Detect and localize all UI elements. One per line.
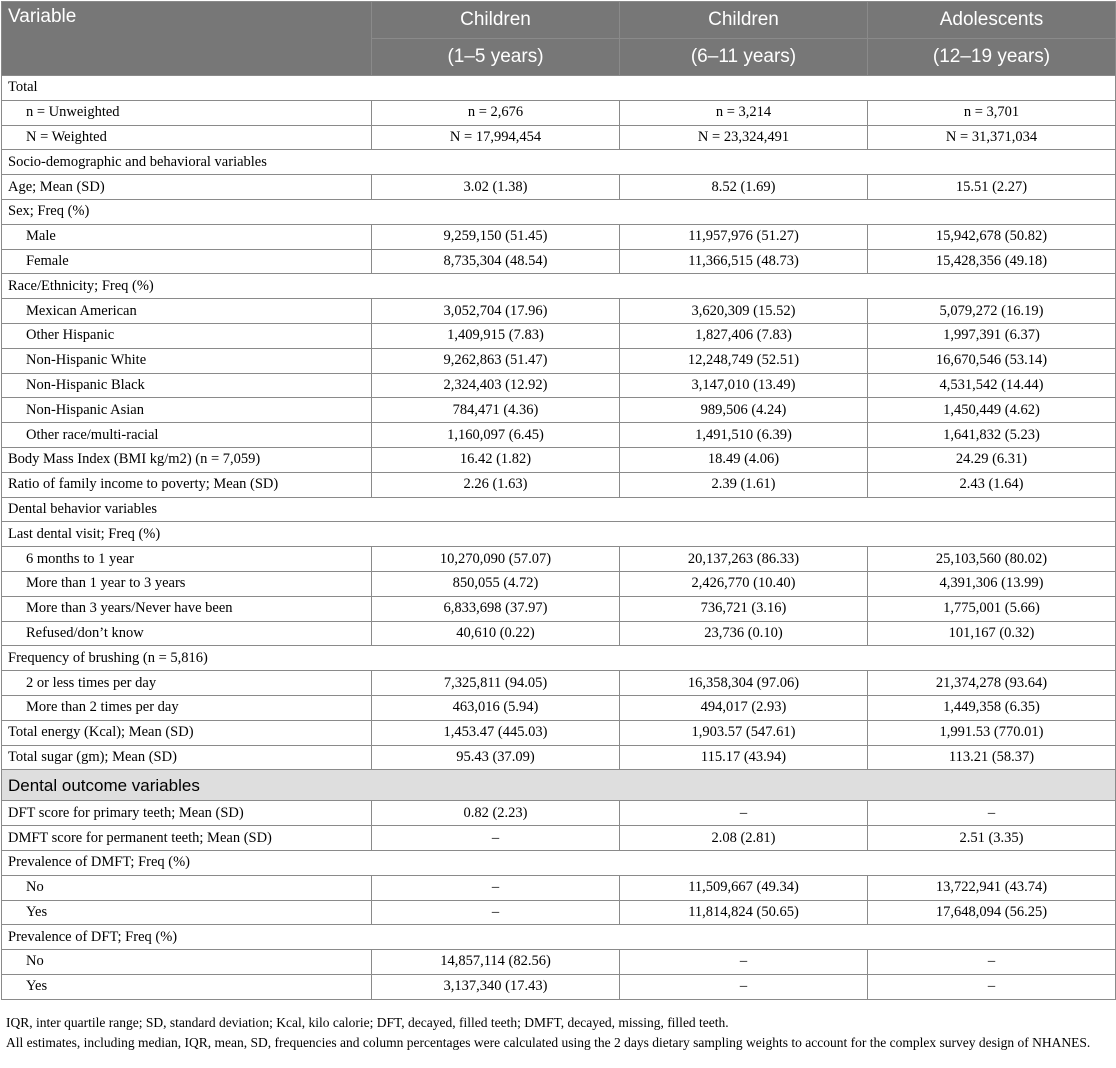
cell-value: 2.08 (2.81) <box>620 826 868 851</box>
table-row <box>2 299 1116 324</box>
row-label: Total <box>2 76 1116 101</box>
data-table <box>1 1 1116 1000</box>
row-label: Age; Mean (SD) <box>2 175 372 200</box>
cell-value: 1,997,391 (6.37) <box>868 323 1116 348</box>
cell-value: – <box>868 950 1116 975</box>
section-row <box>2 770 1116 801</box>
header-group-2-range: (6–11 years) <box>620 39 868 76</box>
cell-value: 23,736 (0.10) <box>620 621 868 646</box>
cell-value: 1,775,001 (5.66) <box>868 596 1116 621</box>
row-label: Other race/multi-racial <box>2 423 372 448</box>
row-label: Sex; Freq (%) <box>2 199 1116 224</box>
header-group-1-range: (1–5 years) <box>372 39 620 76</box>
row-label: DMFT score for permanent teeth; Mean (SD) <box>2 826 372 851</box>
row-label: n = Unweighted <box>2 100 372 125</box>
row-label: Total sugar (gm); Mean (SD) <box>2 745 372 770</box>
row-label: Non-Hispanic White <box>2 348 372 373</box>
cell-value: 5,079,272 (16.19) <box>868 299 1116 324</box>
cell-value: 2,324,403 (12.92) <box>372 373 620 398</box>
table-row <box>2 125 1116 150</box>
cell-value: – <box>620 950 868 975</box>
cell-value: 7,325,811 (94.05) <box>372 671 620 696</box>
cell-value: N = 17,994,454 <box>372 125 620 150</box>
cell-value: – <box>868 801 1116 826</box>
table-row <box>2 695 1116 720</box>
table-row <box>2 900 1116 925</box>
cell-value: 1,827,406 (7.83) <box>620 323 868 348</box>
row-label: Socio-demographic and behavioral variables <box>2 150 1116 175</box>
cell-value: 1,641,832 (5.23) <box>868 423 1116 448</box>
group-row <box>2 925 1116 950</box>
cell-value: 115.17 (43.94) <box>620 745 868 770</box>
table-row <box>2 547 1116 572</box>
row-label: 6 months to 1 year <box>2 547 372 572</box>
cell-value: 1,453.47 (445.03) <box>372 720 620 745</box>
row-label: Female <box>2 249 372 274</box>
cell-value: 1,450,449 (4.62) <box>868 398 1116 423</box>
group-row <box>2 199 1116 224</box>
cell-value: 20,137,263 (86.33) <box>620 547 868 572</box>
cell-value: 1,160,097 (6.45) <box>372 423 620 448</box>
table-row <box>2 875 1116 900</box>
row-label: Other Hispanic <box>2 323 372 348</box>
cell-value: 1,449,358 (6.35) <box>868 695 1116 720</box>
cell-value: 24.29 (6.31) <box>868 447 1116 472</box>
cell-value: 784,471 (4.36) <box>372 398 620 423</box>
cell-value: N = 31,371,034 <box>868 125 1116 150</box>
row-label: Refused/don’t know <box>2 621 372 646</box>
group-row <box>2 497 1116 522</box>
cell-value: 8.52 (1.69) <box>620 175 868 200</box>
row-label: More than 2 times per day <box>2 695 372 720</box>
cell-value: 15,428,356 (49.18) <box>868 249 1116 274</box>
row-label: Race/Ethnicity; Freq (%) <box>2 274 1116 299</box>
cell-value: 1,991.53 (770.01) <box>868 720 1116 745</box>
cell-value: 3.02 (1.38) <box>372 175 620 200</box>
table-row <box>2 720 1116 745</box>
row-label: Last dental visit; Freq (%) <box>2 522 1116 547</box>
row-label: Prevalence of DFT; Freq (%) <box>2 925 1116 950</box>
group-row <box>2 76 1116 101</box>
table-header <box>2 2 1116 76</box>
row-label: Dental behavior variables <box>2 497 1116 522</box>
cell-value: 12,248,749 (52.51) <box>620 348 868 373</box>
cell-value: 2.43 (1.64) <box>868 472 1116 497</box>
table-row <box>2 224 1116 249</box>
cell-value: 9,262,863 (51.47) <box>372 348 620 373</box>
row-label: Non-Hispanic Asian <box>2 398 372 423</box>
table-row <box>2 745 1116 770</box>
table-row <box>2 801 1116 826</box>
cell-value: 11,509,667 (49.34) <box>620 875 868 900</box>
row-label: More than 3 years/Never have been <box>2 596 372 621</box>
cell-value: n = 3,701 <box>868 100 1116 125</box>
table-row <box>2 323 1116 348</box>
cell-value: 9,259,150 (51.45) <box>372 224 620 249</box>
cell-value: 21,374,278 (93.64) <box>868 671 1116 696</box>
row-label: No <box>2 875 372 900</box>
cell-value: 11,366,515 (48.73) <box>620 249 868 274</box>
cell-value: 113.21 (58.37) <box>868 745 1116 770</box>
cell-value: 2.39 (1.61) <box>620 472 868 497</box>
cell-value: 11,814,824 (50.65) <box>620 900 868 925</box>
row-label: 2 or less times per day <box>2 671 372 696</box>
cell-value: 1,903.57 (547.61) <box>620 720 868 745</box>
cell-value: 16,670,546 (53.14) <box>868 348 1116 373</box>
group-row <box>2 150 1116 175</box>
table-row <box>2 447 1116 472</box>
row-label: Ratio of family income to poverty; Mean (SD) <box>2 472 372 497</box>
group-row <box>2 646 1116 671</box>
table-row <box>2 423 1116 448</box>
cell-value: 1,491,510 (6.39) <box>620 423 868 448</box>
row-label: Yes <box>2 900 372 925</box>
table-row <box>2 472 1116 497</box>
row-label: Male <box>2 224 372 249</box>
table-row <box>2 671 1116 696</box>
row-label: Total energy (Kcal); Mean (SD) <box>2 720 372 745</box>
cell-value: 3,052,704 (17.96) <box>372 299 620 324</box>
cell-value: N = 23,324,491 <box>620 125 868 150</box>
row-label: DFT score for primary teeth; Mean (SD) <box>2 801 372 826</box>
table-row <box>2 826 1116 851</box>
cell-value: 736,721 (3.16) <box>620 596 868 621</box>
cell-value: 463,016 (5.94) <box>372 695 620 720</box>
cell-value: 13,722,941 (43.74) <box>868 875 1116 900</box>
group-row <box>2 522 1116 547</box>
cell-value: – <box>372 826 620 851</box>
cell-value: 40,610 (0.22) <box>372 621 620 646</box>
footnote-estimates: All estimates, including median, IQR, mean, SD, frequencies and column percentages were calculated using the 2 days dietary sampling weights to account for the complex survey design of NHANES. <box>6 1035 1091 1050</box>
cell-value: 6,833,698 (37.97) <box>372 596 620 621</box>
row-label: Non-Hispanic Black <box>2 373 372 398</box>
cell-value: n = 3,214 <box>620 100 868 125</box>
cell-value: 2.51 (3.35) <box>868 826 1116 851</box>
cell-value: – <box>868 974 1116 999</box>
cell-value: 11,957,976 (51.27) <box>620 224 868 249</box>
cell-value: 2,426,770 (10.40) <box>620 571 868 596</box>
table-body <box>2 76 1116 1000</box>
table-row <box>2 348 1116 373</box>
cell-value: 3,147,010 (13.49) <box>620 373 868 398</box>
header-group-3-range: (12–19 years) <box>868 39 1116 76</box>
cell-value: 3,620,309 (15.52) <box>620 299 868 324</box>
cell-value: 101,167 (0.32) <box>868 621 1116 646</box>
cell-value: 4,531,542 (14.44) <box>868 373 1116 398</box>
row-label: Frequency of brushing (n = 5,816) <box>2 646 1116 671</box>
cell-value: 16,358,304 (97.06) <box>620 671 868 696</box>
cell-value: 494,017 (2.93) <box>620 695 868 720</box>
header-group-3-name: Adolescents <box>868 2 1116 39</box>
cell-value: – <box>620 974 868 999</box>
cell-value: 10,270,090 (57.07) <box>372 547 620 572</box>
table-row <box>2 621 1116 646</box>
row-label: Yes <box>2 974 372 999</box>
table-row <box>2 175 1116 200</box>
table-row <box>2 596 1116 621</box>
row-label: N = Weighted <box>2 125 372 150</box>
cell-value: 25,103,560 (80.02) <box>868 547 1116 572</box>
row-label: Prevalence of DMFT; Freq (%) <box>2 850 1116 875</box>
cell-value: 2.26 (1.63) <box>372 472 620 497</box>
table-row <box>2 373 1116 398</box>
row-label: No <box>2 950 372 975</box>
row-label: Body Mass Index (BMI kg/m2) (n = 7,059) <box>2 447 372 472</box>
cell-value: 3,137,340 (17.43) <box>372 974 620 999</box>
table-row <box>2 950 1116 975</box>
cell-value: 1,409,915 (7.83) <box>372 323 620 348</box>
table-row <box>2 974 1116 999</box>
row-label: Dental outcome variables <box>2 770 1116 801</box>
cell-value: 850,055 (4.72) <box>372 571 620 596</box>
cell-value: – <box>372 875 620 900</box>
cell-value: – <box>620 801 868 826</box>
cell-value: 989,506 (4.24) <box>620 398 868 423</box>
group-row <box>2 274 1116 299</box>
footnote-abbreviations: IQR, inter quartile range; SD, standard deviation; Kcal, kilo calorie; DFT, decayed, filled teeth; DMFT, decayed, missing, filled teeth. <box>6 1015 729 1030</box>
cell-value: 0.82 (2.23) <box>372 801 620 826</box>
cell-value: 17,648,094 (56.25) <box>868 900 1116 925</box>
cell-value: 4,391,306 (13.99) <box>868 571 1116 596</box>
header-group-2-name: Children <box>620 2 868 39</box>
row-label: Mexican American <box>2 299 372 324</box>
header-group-1-name: Children <box>372 2 620 39</box>
table-row <box>2 100 1116 125</box>
cell-value: n = 2,676 <box>372 100 620 125</box>
row-label: More than 1 year to 3 years <box>2 571 372 596</box>
cell-value: – <box>372 900 620 925</box>
cell-value: 18.49 (4.06) <box>620 447 868 472</box>
table-row <box>2 571 1116 596</box>
header-variable: Variable <box>2 2 372 76</box>
table-row <box>2 398 1116 423</box>
group-row <box>2 850 1116 875</box>
cell-value: 16.42 (1.82) <box>372 447 620 472</box>
cell-value: 15.51 (2.27) <box>868 175 1116 200</box>
cell-value: 95.43 (37.09) <box>372 745 620 770</box>
table-row <box>2 249 1116 274</box>
cell-value: 8,735,304 (48.54) <box>372 249 620 274</box>
cell-value: 15,942,678 (50.82) <box>868 224 1116 249</box>
cell-value: 14,857,114 (82.56) <box>372 950 620 975</box>
